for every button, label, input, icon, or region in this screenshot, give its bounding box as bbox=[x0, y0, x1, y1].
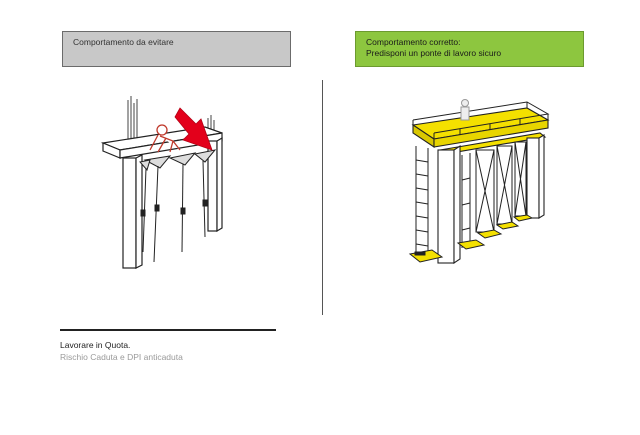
concrete-column-safe-right bbox=[527, 135, 544, 218]
access-ladder bbox=[416, 146, 428, 257]
formwork-props bbox=[140, 150, 215, 262]
concrete-column-safe-left bbox=[438, 146, 460, 263]
concrete-column-left bbox=[123, 155, 142, 268]
wrong-behavior-label: Comportamento da evitare bbox=[73, 37, 174, 47]
worker-figure-safe bbox=[461, 100, 469, 121]
correct-behavior-label: Comportamento corretto: bbox=[366, 37, 461, 47]
caption-rule bbox=[60, 329, 276, 331]
caption-title: Lavorare in Quota. bbox=[60, 340, 131, 350]
unsafe-scene-illustration bbox=[103, 96, 222, 268]
safe-scene-illustration bbox=[410, 100, 548, 264]
caption-subtitle: Rischio Caduta e DPI anticaduta bbox=[60, 352, 183, 362]
correct-behavior-instruction: Predisponi un ponte di lavoro sicuro bbox=[366, 48, 502, 58]
